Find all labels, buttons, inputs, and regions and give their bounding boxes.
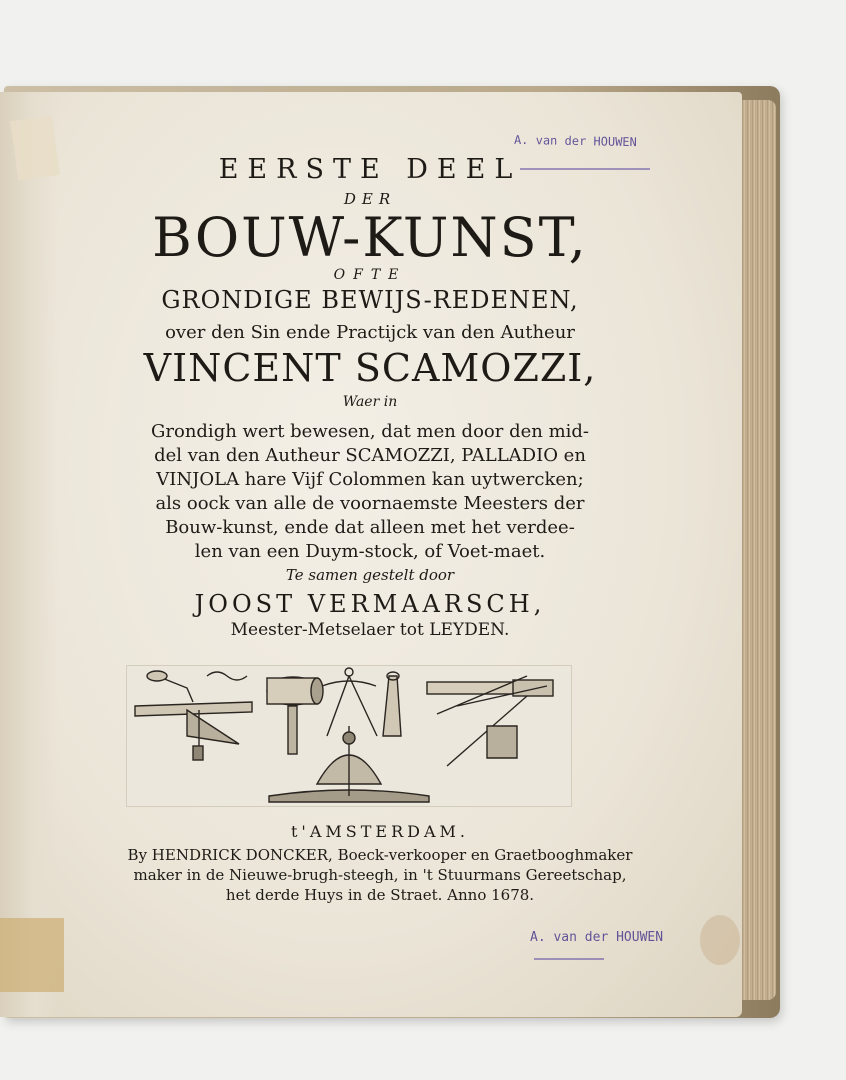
title-line-bouwkunst: BOUW-KUNST,	[152, 206, 588, 269]
title-line-der: DER	[343, 190, 397, 208]
title-line-ofte: OFTE	[333, 267, 407, 283]
title-line-samen: Te samen gestelt door	[285, 566, 455, 584]
engraving-illustration	[127, 666, 571, 806]
ownership-stamp-bottom: A. van der HOUWEN	[530, 930, 664, 945]
paper-repair-bottom	[0, 918, 64, 992]
title-line-over: over den Sin ende Practijck van den Autheur	[165, 322, 575, 343]
imprint-line: het derde Huys in de Straet. Anno 1678.	[225, 886, 535, 904]
page-edges	[736, 100, 776, 1000]
imprint-line: By HENDRICK DONCKER, Boeck-verkooper en Graetbooghmaker	[127, 846, 633, 864]
author-name: JOOST VERMAARSCH,	[194, 590, 546, 618]
title-body	[70, 420, 670, 564]
imprint-city: t'AMSTERDAM.	[291, 822, 469, 841]
title-line-waer-in: Waer in	[342, 394, 398, 410]
author-title: Meester-Metselaer tot LEYDEN.	[230, 620, 510, 640]
page-gutter	[0, 92, 58, 1017]
foxing-stain	[700, 915, 740, 965]
tools-engraving	[126, 665, 572, 807]
title-line-grondige: GRONDIGE BEWIJS-REDENEN,	[161, 286, 579, 314]
body-line: Grondigh wert bewesen, dat men door den mid-	[151, 421, 589, 442]
body-line: VINJOLA hare Vijf Colommen kan uytwercken;	[156, 469, 584, 490]
body-line: len van een Duym-stock, of Voet-maet.	[194, 541, 546, 562]
title-line-scamozzi: VINCENT SCAMOZZI,	[143, 346, 597, 390]
stamp-underline-bottom	[534, 958, 604, 960]
paper-repair-top	[10, 115, 60, 180]
ownership-stamp-top: A. van der HOUWEN	[513, 132, 637, 150]
body-line: als oock van alle de voornaemste Meesters der	[155, 493, 585, 514]
title-line-eerste: EERSTE DEEL	[218, 154, 522, 185]
body-line: del van den Autheur SCAMOZZI, PALLADIO en	[154, 445, 586, 466]
imprint-line: maker in de Nieuwe-brugh-steegh, in 't Stuurmans Gereetschap,	[133, 866, 627, 884]
body-line: Bouw-kunst, ende dat alleen met het verdee-	[165, 517, 575, 538]
